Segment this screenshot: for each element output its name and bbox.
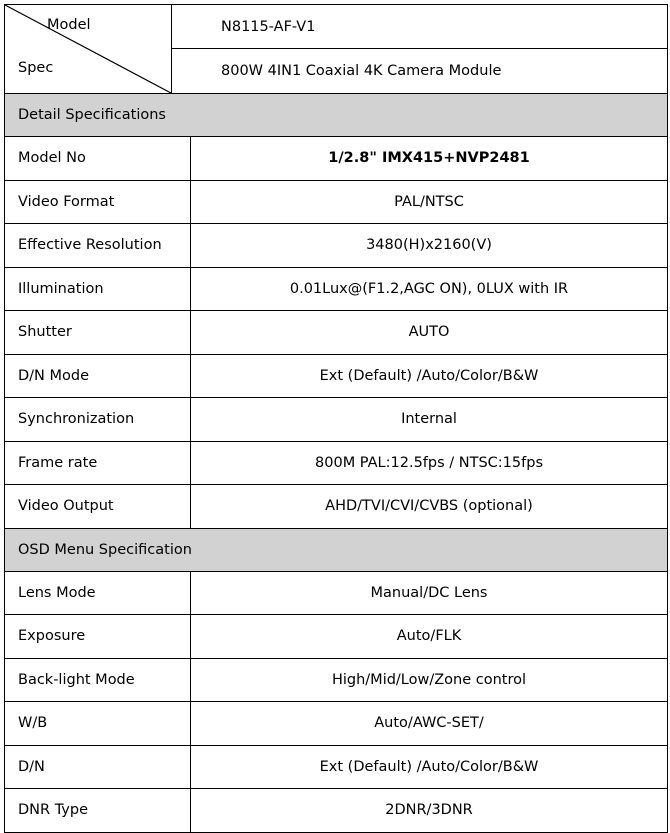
model-value: N8115-AF-V1 xyxy=(172,5,668,49)
spec-row xyxy=(5,267,668,311)
spec-label: W/B xyxy=(5,702,191,746)
section-header-row xyxy=(5,528,668,571)
spec-label: Back-light Mode xyxy=(5,658,191,702)
spec-label: Spec xyxy=(18,60,54,76)
spec-table xyxy=(4,4,668,833)
header-diagonal-cell xyxy=(5,5,172,94)
spec-row xyxy=(5,571,668,615)
spec-value: AUTO xyxy=(191,311,668,355)
spec-value: 2DNR/3DNR xyxy=(191,789,668,833)
spec-label: Effective Resolution xyxy=(5,224,191,268)
spec-label: DNR Type xyxy=(5,789,191,833)
spec-value: 3480(H)x2160(V) xyxy=(191,224,668,268)
spec-value: AHD/TVI/CVI/CVBS (optional) xyxy=(191,485,668,529)
spec-label: Synchronization xyxy=(5,398,191,442)
spec-row xyxy=(5,441,668,485)
header-row-model xyxy=(5,5,668,49)
spec-value: 0.01Lux@(F1.2,AGC ON), 0LUX with IR xyxy=(191,267,668,311)
spec-label: Illumination xyxy=(5,267,191,311)
spec-row xyxy=(5,789,668,833)
spec-value: 800M PAL:12.5fps / NTSC:15fps xyxy=(191,441,668,485)
spec-value: Ext (Default) /Auto/Color/B&W xyxy=(191,354,668,398)
spec-value: 1/2.8" IMX415+NVP2481 xyxy=(191,137,668,181)
section-title: OSD Menu Specification xyxy=(5,528,668,571)
spec-value: Manual/DC Lens xyxy=(191,571,668,615)
spec-row xyxy=(5,702,668,746)
spec-value: 800W 4IN1 Coaxial 4K Camera Module xyxy=(172,49,668,94)
spec-label: D/N xyxy=(5,745,191,789)
spec-label: Video Output xyxy=(5,485,191,529)
spec-label: Model No xyxy=(5,137,191,181)
spec-row xyxy=(5,658,668,702)
spec-row xyxy=(5,745,668,789)
spec-row xyxy=(5,485,668,529)
section-header-row xyxy=(5,94,668,137)
spec-value: Auto/FLK xyxy=(191,615,668,659)
spec-value: Auto/AWC-SET/ xyxy=(191,702,668,746)
model-label: Model xyxy=(47,17,91,33)
section-title: Detail Specifications xyxy=(5,94,668,137)
spec-value: Ext (Default) /Auto/Color/B&W xyxy=(191,745,668,789)
spec-label: Lens Mode xyxy=(5,571,191,615)
spec-label: Video Format xyxy=(5,180,191,224)
spec-label: Frame rate xyxy=(5,441,191,485)
spec-label: Exposure xyxy=(5,615,191,659)
spec-row xyxy=(5,224,668,268)
spec-row xyxy=(5,137,668,181)
spec-label: Shutter xyxy=(5,311,191,355)
spec-value: High/Mid/Low/Zone control xyxy=(191,658,668,702)
spec-row xyxy=(5,354,668,398)
spec-value: PAL/NTSC xyxy=(191,180,668,224)
spec-row xyxy=(5,615,668,659)
spec-label: D/N Mode xyxy=(5,354,191,398)
spec-row xyxy=(5,311,668,355)
spec-row xyxy=(5,180,668,224)
spec-value: Internal xyxy=(191,398,668,442)
spec-row xyxy=(5,398,668,442)
